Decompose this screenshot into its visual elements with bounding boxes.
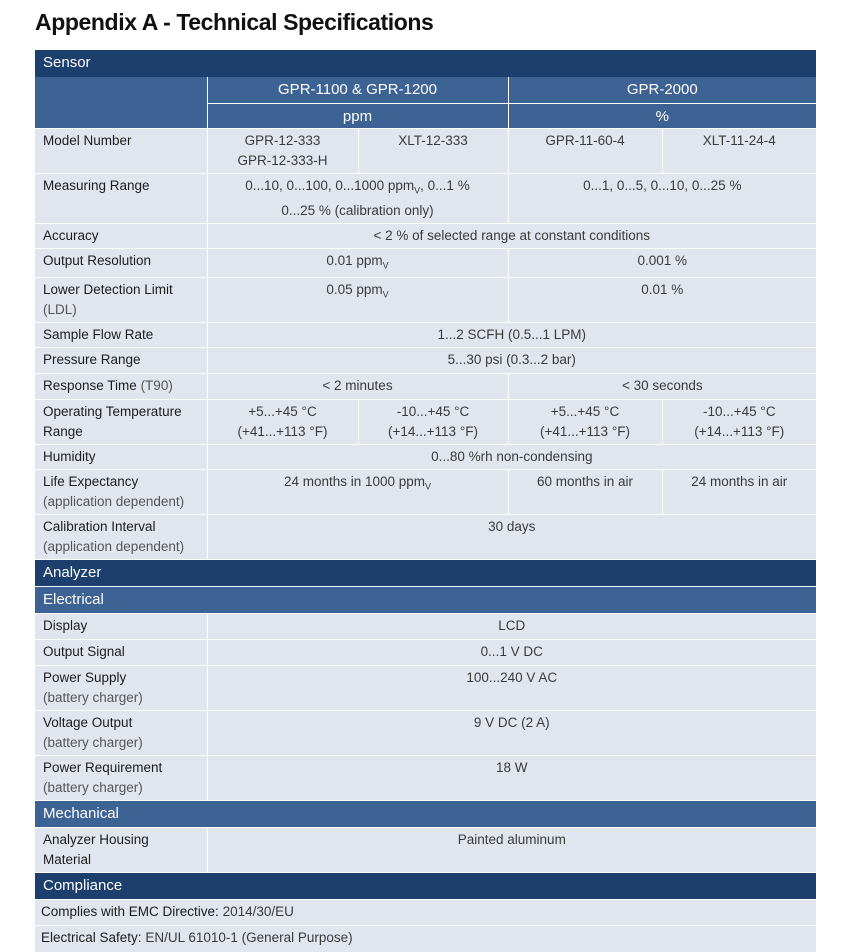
unit-subscript: V bbox=[425, 482, 432, 493]
table-row-life-expectancy bbox=[35, 470, 816, 515]
temp-value: (+14...+113 °F) bbox=[694, 424, 785, 440]
model-value: GPR-12-333-H bbox=[237, 153, 328, 168]
compliance-value: EN/UL 61010-1 (General Purpose) bbox=[145, 930, 353, 946]
resolution-cell-ppm bbox=[207, 248, 508, 278]
accuracy-value: < 2 % of selected range at constant conditions bbox=[207, 223, 816, 248]
row-label: Analyzer Housing bbox=[43, 832, 149, 848]
row-label: Power Supply bbox=[43, 670, 127, 686]
table-row-humidity bbox=[35, 445, 816, 470]
table-row-emc bbox=[35, 900, 816, 926]
section-title: Mechanical bbox=[35, 801, 816, 828]
section-title: Electrical bbox=[35, 587, 816, 614]
range-value: 0...10, 0...100, 0...1000 ppm bbox=[245, 178, 415, 193]
pressure-value: 5...30 psi (0.3...2 bar) bbox=[207, 348, 816, 374]
row-label-cell bbox=[35, 666, 207, 711]
section-title: Analyzer bbox=[35, 560, 816, 587]
temp-value: (+41...+113 °F) bbox=[540, 424, 630, 440]
housing-value: Painted aluminum bbox=[207, 828, 816, 873]
temp-value: (+41...+113 °F) bbox=[237, 424, 328, 440]
compliance-label: Electrical Safety: bbox=[41, 930, 142, 946]
row-sublabel: (battery charger) bbox=[43, 735, 143, 751]
row-label: Humidity bbox=[35, 445, 207, 470]
row-sublabel: (T90) bbox=[140, 378, 173, 394]
temp-value: +5...+45 °C bbox=[550, 404, 620, 420]
table-row-model-number bbox=[35, 129, 816, 174]
row-label: Voltage Output bbox=[43, 715, 133, 731]
row-label-cell bbox=[35, 828, 207, 873]
row-label: Response Time bbox=[43, 378, 137, 394]
voltage-value: 9 V DC (2 A) bbox=[207, 711, 816, 756]
supply-value: 100...240 V AC bbox=[207, 666, 816, 711]
table-row-accuracy bbox=[35, 223, 816, 248]
table-row-sample-flow-rate bbox=[35, 323, 816, 348]
life-cell-ppm bbox=[207, 470, 508, 515]
table-row-pressure-range bbox=[35, 348, 816, 374]
header-gpr-2000: GPR-2000 bbox=[508, 77, 816, 104]
row-label-cell bbox=[35, 400, 207, 445]
row-label-cell bbox=[35, 374, 207, 400]
header-unit-ppm: ppm bbox=[207, 104, 508, 129]
calibration-value: 30 days bbox=[207, 515, 816, 560]
model-cell-3: GPR-11-60-4 bbox=[508, 129, 662, 174]
temp-cell-3 bbox=[508, 400, 662, 445]
row-sublabel: (application dependent) bbox=[43, 494, 185, 510]
header-blank-cell bbox=[35, 77, 207, 129]
row-label: Life Expectancy bbox=[43, 474, 139, 490]
response-cell-percent: < 30 seconds bbox=[508, 374, 816, 400]
row-label: Lower Detection Limit bbox=[43, 282, 173, 298]
table-row-power-requirement bbox=[35, 756, 816, 801]
humidity-value: 0...80 %rh non-condensing bbox=[207, 445, 816, 470]
table-row-analyzer-housing bbox=[35, 828, 816, 873]
compliance-cell bbox=[35, 900, 816, 926]
page-title: Appendix A - Technical Specifications bbox=[35, 9, 434, 35]
table-row-response-time bbox=[35, 374, 816, 400]
temp-value: -10...+45 °C bbox=[396, 404, 470, 420]
response-cell-ppm: < 2 minutes bbox=[207, 374, 508, 400]
requirement-value: 18 W bbox=[207, 756, 816, 801]
section-header-compliance bbox=[35, 873, 816, 900]
row-label: Accuracy bbox=[35, 223, 207, 248]
row-label: Pressure Range bbox=[35, 348, 207, 374]
table-row-measuring-range bbox=[35, 174, 816, 224]
section-header-sensor bbox=[35, 50, 816, 77]
model-value: GPR-12-333 bbox=[244, 133, 321, 148]
life-cell-4: 24 months in air bbox=[662, 470, 816, 515]
unit-subscript: V bbox=[382, 290, 389, 301]
row-label-cell bbox=[35, 470, 207, 515]
section-header-analyzer bbox=[35, 560, 816, 587]
row-label-cell bbox=[35, 711, 207, 756]
ldl-cell-percent: 0.01 % bbox=[508, 278, 816, 323]
temp-value: (+14...+113 °F) bbox=[388, 424, 478, 440]
row-sublabel: (battery charger) bbox=[43, 780, 143, 796]
table-header-row bbox=[35, 77, 816, 104]
life-cell-3: 60 months in air bbox=[508, 470, 662, 515]
range-value: 0...25 % (calibration only) bbox=[281, 202, 434, 218]
ldl-value: 0.05 ppm bbox=[326, 282, 383, 298]
table-row-display bbox=[35, 614, 816, 640]
temp-cell-4 bbox=[662, 400, 816, 445]
temp-cell-2 bbox=[358, 400, 508, 445]
model-cell-2: XLT-12-333 bbox=[358, 129, 508, 174]
row-label: Operating Temperature bbox=[43, 404, 182, 420]
model-cell-4: XLT-11-24-4 bbox=[662, 129, 816, 174]
row-label: Sample Flow Rate bbox=[35, 323, 207, 348]
resolution-value: 0.01 ppm bbox=[326, 252, 383, 268]
table-row-output-resolution bbox=[35, 248, 816, 278]
unit-subscript: V bbox=[382, 260, 389, 271]
row-label: Material bbox=[43, 852, 92, 868]
display-value: LCD bbox=[207, 614, 816, 640]
row-label: Measuring Range bbox=[35, 174, 207, 224]
row-label: Model Number bbox=[35, 129, 207, 174]
unit-subscript: V bbox=[414, 185, 421, 196]
section-title: Compliance bbox=[35, 873, 816, 900]
temp-cell-1 bbox=[207, 400, 358, 445]
row-label: Output Resolution bbox=[35, 248, 207, 278]
flow-value: 1...2 SCFH (0.5...1 LPM) bbox=[207, 323, 816, 348]
header-gpr-1100-1200: GPR-1100 & GPR-1200 bbox=[207, 77, 508, 104]
temp-value: -10...+45 °C bbox=[703, 404, 776, 420]
row-label: Output Signal bbox=[35, 640, 207, 666]
row-label-cell bbox=[35, 278, 207, 323]
specifications-table bbox=[35, 49, 816, 952]
section-header-mechanical bbox=[35, 801, 816, 828]
row-sublabel: (battery charger) bbox=[43, 690, 143, 706]
signal-value: 0...1 V DC bbox=[207, 640, 816, 666]
section-header-electrical bbox=[35, 587, 816, 614]
table-row-electrical-safety bbox=[35, 926, 816, 952]
row-label: Calibration Interval bbox=[43, 519, 156, 535]
table-row-power-supply bbox=[35, 666, 816, 711]
range-cell-ppm bbox=[207, 174, 508, 224]
life-value: 24 months in 1000 ppm bbox=[283, 474, 426, 490]
range-cell-percent: 0...1, 0...5, 0...10, 0...25 % bbox=[508, 174, 816, 224]
table-row-calibration-interval bbox=[35, 515, 816, 560]
row-label-cell bbox=[35, 515, 207, 560]
table-row-voltage-output bbox=[35, 711, 816, 756]
table-row-output-signal bbox=[35, 640, 816, 666]
compliance-value: 2014/30/EU bbox=[222, 904, 294, 920]
range-value: , 0...1 % bbox=[420, 178, 470, 193]
row-sublabel: (application dependent) bbox=[43, 539, 185, 555]
temp-value: +5...+45 °C bbox=[248, 404, 317, 420]
compliance-cell bbox=[35, 926, 816, 952]
compliance-label: Complies with EMC Directive: bbox=[41, 904, 219, 920]
row-label: Display bbox=[35, 614, 207, 640]
row-label: Range bbox=[43, 424, 83, 440]
table-row-lower-detection-limit bbox=[35, 278, 816, 323]
model-cell-1 bbox=[207, 129, 358, 174]
row-sublabel: (LDL) bbox=[43, 302, 77, 318]
row-label: Power Requirement bbox=[43, 760, 163, 776]
table-row-operating-temperature bbox=[35, 400, 816, 445]
section-title: Sensor bbox=[35, 50, 816, 77]
ldl-cell-ppm bbox=[207, 278, 508, 323]
resolution-cell-percent: 0.001 % bbox=[508, 248, 816, 278]
header-unit-percent: % bbox=[508, 104, 816, 129]
row-label-cell bbox=[35, 756, 207, 801]
